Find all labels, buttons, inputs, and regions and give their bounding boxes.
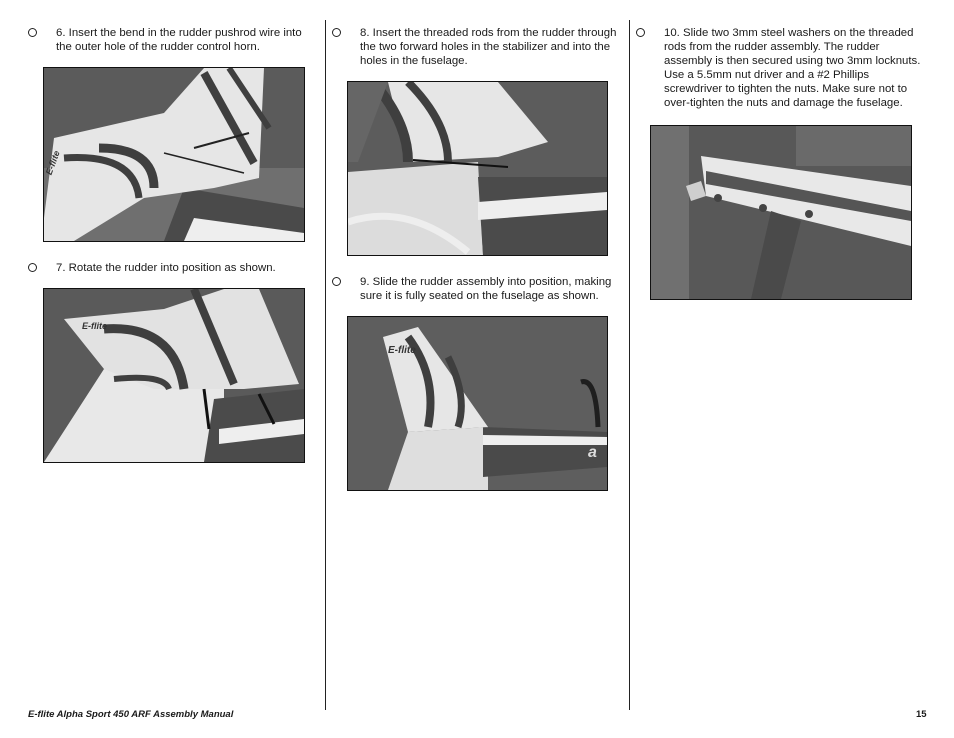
checkbox-circle-icon: [332, 28, 341, 37]
page-number: 15: [916, 709, 927, 720]
rudder-pushrod-image: [44, 68, 304, 241]
checkbox-circle-icon: [636, 28, 645, 37]
step-8-text: 8. Insert the threaded rods from the rudder through the two forward holes in the stabilizer and into the holes in the fuselage.: [360, 27, 617, 67]
checkbox-circle-icon: [28, 28, 37, 37]
threaded-rods-image: [348, 82, 607, 255]
eflite-logo: E-flite: [388, 345, 416, 356]
step-6-photo: [43, 67, 305, 242]
step-7-text: 7. Rotate the rudder into position as shown.: [56, 262, 276, 274]
step-6-text: 6. Insert the bend in the rudder pushrod wire into the outer hole of the rudder control horn.: [56, 27, 302, 53]
checkbox-circle-icon: [332, 277, 341, 286]
column-divider-2: [629, 20, 630, 710]
manual-title-footer: E-flite Alpha Sport 450 ARF Assembly Manual: [28, 709, 234, 720]
rudder-seated-image: [348, 317, 607, 490]
checkbox-circle-icon: [28, 263, 37, 272]
step-10-text: 10. Slide two 3mm steel washers on the threaded rods from the rudder assembly. The rudder assembly is then secured using two 3mm locknuts. Use a 5.5mm nut driver and a #2 Phillips screwdriver to tighten the nuts. Make sure not to over-tighten the nuts and damage the fuselage.: [664, 27, 921, 109]
washers-locknuts-image: [651, 126, 911, 299]
step-7-photo: [43, 288, 305, 463]
fuselage-logo: a: [588, 444, 597, 461]
rudder-rotated-image: [44, 289, 304, 462]
eflite-logo: E-flite: [82, 321, 108, 331]
step-9-text: 9. Slide the rudder assembly into position, making sure it is fully seated on the fuselage as shown.: [360, 276, 612, 302]
step-8-photo: [347, 81, 608, 256]
step-10-photo: [650, 125, 912, 300]
column-divider-1: [325, 20, 326, 710]
eflite-logo: E-flite: [44, 149, 62, 177]
step-9-photo: [347, 316, 608, 491]
